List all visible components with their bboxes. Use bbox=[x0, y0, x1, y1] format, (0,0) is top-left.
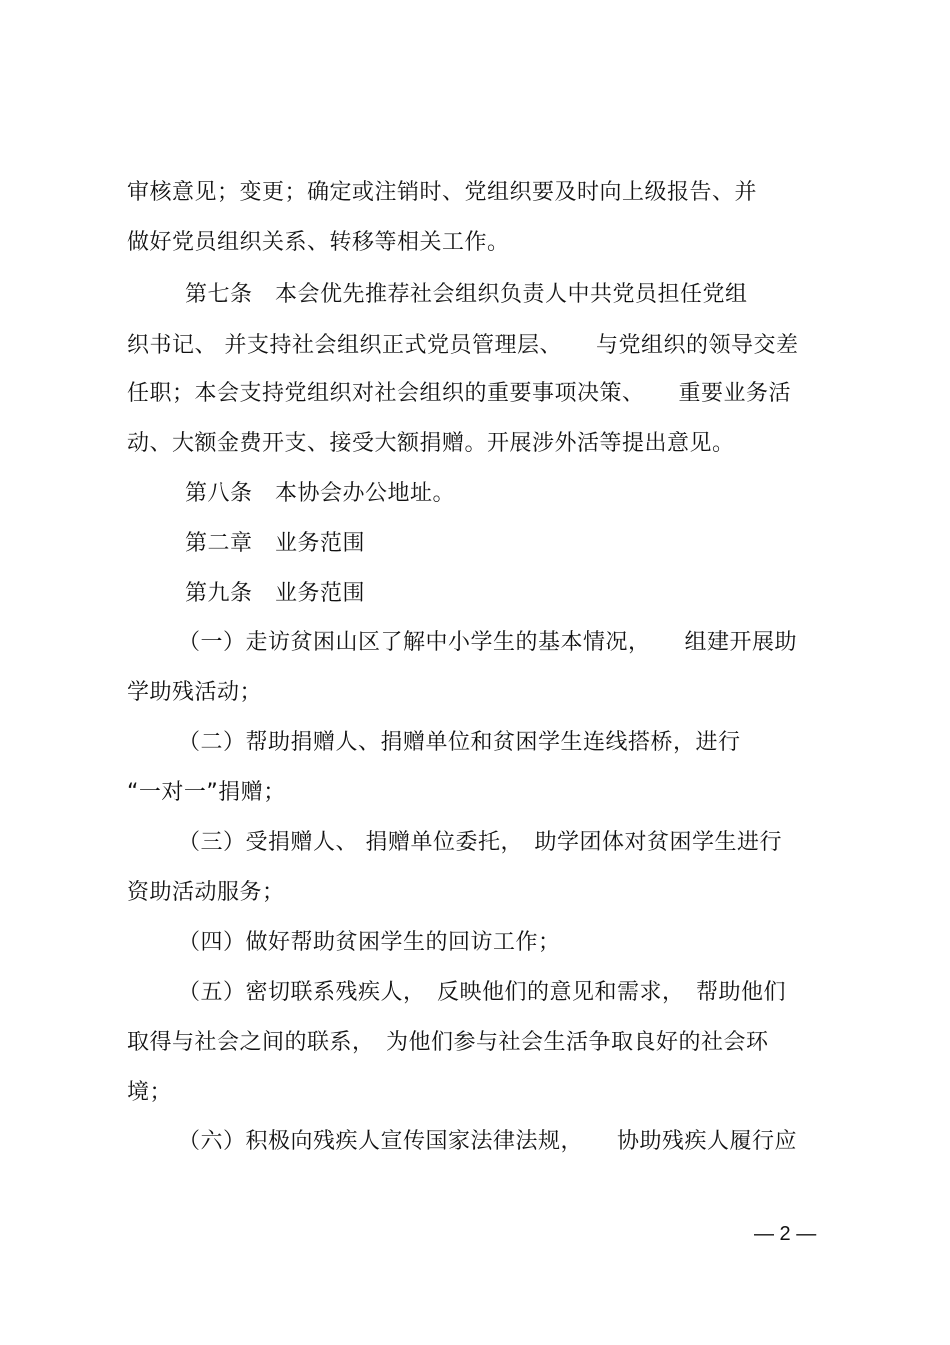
text-line: 织书记、 并支持社会组织正式党员管理层、 与党组织的领导交差 bbox=[127, 333, 799, 358]
page-number: — 2 — bbox=[754, 1223, 817, 1245]
list-item-2: （二）帮助捐赠人、捐赠单位和贫困学生连线搭桥，进行 bbox=[178, 730, 741, 755]
text-line: “一对一”捐赠； bbox=[127, 780, 286, 805]
text-line: 任职；本会支持党组织对社会组织的重要事项决策、 重要业务活 bbox=[127, 381, 792, 406]
text-line: 境； bbox=[127, 1080, 173, 1105]
text-line: 做好党员组织关系、转移等相关工作。 bbox=[127, 230, 510, 255]
list-item-1: （一）走访贫困山区了解中小学生的基本情况， 组建开展助 bbox=[178, 630, 798, 655]
article-8-heading: 第八条 本协会办公地址。 bbox=[185, 481, 456, 506]
list-item-4: （四）做好帮助贫困学生的回访工作； bbox=[178, 930, 561, 955]
text-line: 审核意见；变更；确定或注销时、党组织要及时向上级报告、并 bbox=[127, 180, 758, 205]
chapter-2-heading: 第二章 业务范围 bbox=[185, 531, 366, 556]
list-item-6: （六）积极向残疾人宣传国家法律法规， 协助残疾人履行应 bbox=[178, 1129, 798, 1154]
article-9-heading: 第九条 业务范围 bbox=[185, 581, 366, 606]
text-line: 动、大额金费开支、接受大额捐赠。开展涉外活等提出意见。 bbox=[127, 431, 735, 456]
text-line: 取得与社会之间的联系， 为他们参与社会生活争取良好的社会环 bbox=[127, 1030, 769, 1055]
list-item-5: （五）密切联系残疾人， 反映他们的意见和需求， 帮助他们 bbox=[178, 980, 787, 1005]
text-line: 学助残活动； bbox=[127, 680, 263, 705]
list-item-3: （三）受捐赠人、 捐赠单位委托， 助学团体对贫困学生进行 bbox=[178, 830, 782, 855]
text-line: 资助活动服务； bbox=[127, 880, 285, 905]
article-7-heading: 第七条 本会优先推荐社会组织负责人中共党员担任党组 bbox=[185, 282, 748, 307]
